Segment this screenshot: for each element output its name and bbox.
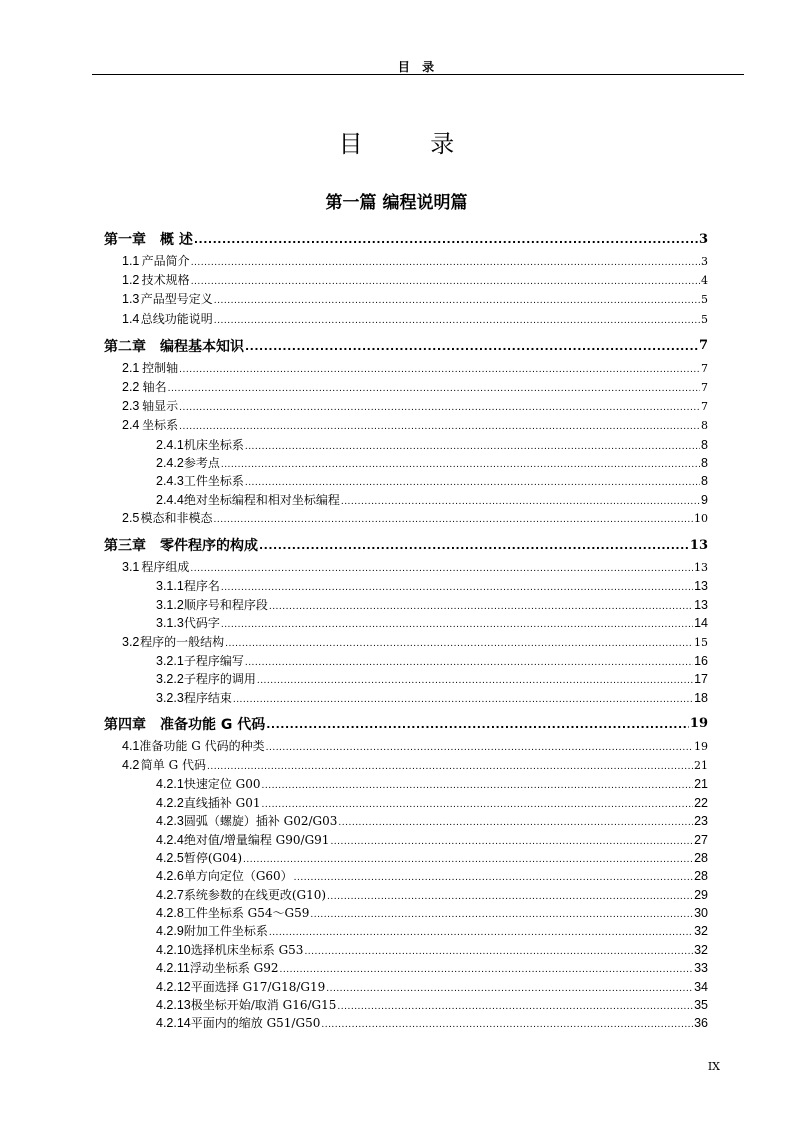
toc-entry-sub[interactable] (104, 614, 708, 632)
toc-entry-page: 4 (701, 274, 708, 288)
toc-entry-sub[interactable] (104, 491, 708, 509)
toc-entry-title: 参考点 (183, 455, 220, 470)
toc-entry-sub[interactable] (104, 886, 708, 904)
toc-entry-page: 19 (694, 739, 708, 753)
toc-entry-page: 29 (694, 887, 708, 902)
toc-entry-sub[interactable] (104, 596, 708, 614)
toc-entry-sub[interactable] (104, 978, 708, 996)
toc-entry-sub[interactable] (104, 831, 708, 849)
toc-entry-page: 13 (694, 597, 708, 612)
dot-leader (330, 833, 693, 847)
toc-entry-page: 3 (698, 231, 708, 247)
toc-entry-number: 4.2.14 (156, 1016, 191, 1031)
dot-leader (269, 598, 693, 612)
dot-leader (191, 273, 700, 287)
toc-entry-number: 2.4.3 (156, 474, 184, 489)
toc-entry-number: 4.2.7 (156, 887, 184, 902)
dot-leader (245, 438, 700, 452)
toc-entry-number: 4.2.4 (156, 832, 184, 847)
dot-leader (214, 292, 700, 306)
toc-entry-section[interactable] (104, 509, 708, 528)
toc-entry-number: 3.1.1 (156, 579, 184, 594)
toc-entry-title: 系统参数的在线更改(G10) (183, 887, 327, 902)
dot-leader (190, 560, 693, 574)
toc-entry-title: 总线功能说明 (140, 311, 213, 326)
toc-entry-title: 顺序号和程序段 (183, 597, 268, 612)
toc-entry-title: 子程序编写 (183, 653, 244, 668)
toc-entry-section[interactable] (104, 310, 708, 329)
toc-entry-title: 圆弧（螺旋）插补 G02/G03 (183, 814, 338, 829)
toc-entry-section[interactable] (104, 290, 708, 309)
toc-entry-page: 8 (701, 455, 708, 470)
dot-leader (257, 672, 693, 686)
dot-leader (261, 777, 693, 791)
toc-entry-section[interactable] (104, 558, 708, 577)
dot-leader (214, 511, 693, 525)
toc-entry-title: 极坐标开始/取消 G16/G15 (190, 998, 337, 1013)
toc-entry-page: 5 (701, 312, 708, 326)
toc-entry-title: 直线插补 G01 (183, 795, 261, 810)
dot-leader (245, 654, 693, 668)
toc-entry-title: 绝对坐标编程和相对坐标编程 (183, 492, 340, 507)
toc-entry-section[interactable] (104, 756, 708, 775)
toc-entry-page: 28 (694, 850, 708, 865)
toc-entry-page: 15 (694, 635, 708, 649)
toc-entry-number: 1.3 (122, 292, 140, 307)
toc-entry-number: 4.2.9 (156, 924, 184, 939)
toc-entry-title: 技术规格 (141, 273, 190, 288)
dot-leader (266, 739, 693, 753)
toc-entry-page: 32 (694, 942, 708, 957)
dot-leader (321, 1016, 693, 1030)
toc-entry-page: 19 (689, 716, 708, 732)
toc-entry-number: 3.2 (122, 634, 140, 649)
toc-entry-title: 机床坐标系 (183, 437, 244, 452)
dot-leader (266, 716, 689, 732)
toc-entry-title: 单方向定位（G60） (183, 869, 293, 884)
toc-entry-page: 18 (694, 690, 708, 705)
toc-entry-sub[interactable] (104, 812, 708, 830)
toc-entry-page: 8 (701, 437, 708, 452)
part-title: 第一篇 编程说明篇 (325, 193, 468, 213)
running-header: 目 录 (397, 60, 439, 74)
toc-entry-title: 工件坐标系 G54～G59 (183, 906, 310, 921)
toc-entry-title: 选择机床坐标系 G53 (190, 942, 304, 957)
dot-leader (225, 635, 693, 649)
toc-entry-title: 代码字 (183, 616, 220, 631)
toc-entry-number: 3.2.2 (156, 672, 184, 687)
dot-leader (259, 537, 689, 553)
dot-leader (338, 814, 693, 828)
toc-entry-sub[interactable] (104, 577, 708, 595)
toc-entry-page: 22 (694, 795, 708, 810)
dot-leader (194, 231, 698, 247)
dot-leader (243, 851, 693, 865)
toc-entry-title: 准备功能 G 代码的种类 (139, 738, 265, 753)
toc-entry-chapter[interactable] (104, 711, 708, 737)
toc-entry-section[interactable] (104, 359, 708, 378)
toc-entry-number: 3.1 (122, 560, 140, 575)
dot-leader (191, 254, 700, 268)
dot-leader (179, 418, 700, 432)
table-of-contents (104, 222, 708, 1033)
toc-entry-page: 33 (694, 961, 708, 976)
toc-entry-number: 第一章 (104, 232, 146, 248)
toc-entry-page: 28 (694, 869, 708, 884)
toc-entry-sub[interactable] (104, 454, 708, 472)
toc-entry-number: 4.2.11 (156, 961, 190, 976)
toc-entry-page: 27 (694, 832, 708, 847)
toc-entry-page: 32 (694, 924, 708, 939)
dot-leader (280, 961, 694, 975)
toc-entry-page: 21 (694, 759, 708, 773)
dot-leader (214, 312, 700, 326)
dot-leader (221, 579, 693, 593)
toc-entry-sub[interactable] (104, 689, 708, 707)
toc-entry-title: 平面内的缩放 G51/G50 (190, 1016, 321, 1031)
toc-entry-number: 2.4.2 (156, 455, 184, 470)
toc-entry-number: 4.2 (122, 758, 140, 773)
toc-entry-sub[interactable] (104, 794, 708, 812)
toc-entry-number: 第三章 (104, 538, 146, 555)
toc-entry-sub[interactable] (104, 652, 708, 670)
toc-entry-sub[interactable] (104, 996, 708, 1014)
dot-leader (179, 399, 700, 413)
toc-entry-page: 8 (701, 419, 708, 433)
toc-entry-section[interactable] (104, 633, 708, 652)
dot-leader (310, 906, 693, 920)
toc-entry-number: 3.2.3 (156, 690, 184, 705)
dot-leader (179, 361, 700, 375)
header-rule (92, 74, 744, 75)
dot-leader (221, 456, 700, 470)
toc-entry-number: 2.4 (122, 418, 140, 433)
toc-entry-title: 零件程序的构成 (160, 538, 258, 555)
toc-entry-number: 4.2.12 (156, 979, 191, 994)
toc-entry-title: 轴名 (142, 379, 167, 394)
dot-leader (233, 691, 693, 705)
toc-entry-number: 2.2 (122, 379, 140, 394)
toc-entry-title: 准备功能 G 代码 (160, 716, 266, 733)
toc-entry-sub[interactable] (104, 867, 708, 885)
toc-entry-title: 轴显示 (142, 399, 179, 414)
toc-entry-title: 模态和非模态 (140, 511, 213, 526)
toc-entry-number: 2.4.4 (156, 492, 184, 507)
toc-entry-title: 附加工件坐标系 (183, 924, 268, 939)
toc-entry-chapter[interactable] (104, 226, 708, 252)
toc-entry-page: 7 (701, 400, 708, 414)
toc-entry-title: 概 述 (160, 232, 193, 248)
toc-entry-page: 13 (689, 537, 708, 553)
toc-entry-sub[interactable] (104, 472, 708, 490)
toc-entry-page: 21 (694, 777, 708, 792)
toc-entry-number: 3.1.3 (156, 616, 184, 631)
toc-entry-number: 4.2.3 (156, 814, 184, 829)
toc-entry-sub[interactable] (104, 670, 708, 688)
toc-entry-page: 8 (701, 474, 708, 489)
toc-entry-section[interactable] (104, 271, 708, 290)
toc-entry-title: 快速定位 G00 (183, 777, 261, 792)
toc-entry-title: 程序名 (183, 579, 220, 594)
dot-leader (168, 380, 700, 394)
toc-entry-sub[interactable] (104, 941, 708, 959)
toc-entry-number: 4.1 (122, 738, 140, 753)
dot-leader (245, 338, 698, 354)
toc-entry-page: 23 (694, 814, 708, 829)
toc-entry-title: 程序结束 (183, 690, 232, 705)
toc-entry-page: 7 (701, 380, 708, 394)
toc-entry-title: 程序组成 (141, 560, 190, 575)
toc-entry-number: 1.1 (122, 254, 140, 268)
toc-entry-title: 程序的一般结构 (140, 634, 225, 649)
toc-entry-title: 产品型号定义 (140, 292, 213, 307)
toc-entry-page: 16 (694, 653, 708, 668)
toc-entry-number: 第四章 (104, 716, 146, 733)
toc-entry-number: 2.5 (122, 511, 140, 526)
toc-entry-number: 2.3 (122, 399, 140, 414)
toc-entry-number: 1.4 (122, 311, 140, 326)
toc-entry-page: 7 (701, 361, 708, 375)
dot-leader (261, 796, 693, 810)
toc-entry-section[interactable] (104, 378, 708, 397)
toc-entry-number: 1.2 (122, 273, 140, 288)
toc-entry-page: 10 (694, 512, 708, 526)
toc-entry-number: 4.2.13 (156, 998, 191, 1013)
toc-entry-sub[interactable] (104, 775, 708, 793)
dot-leader (341, 493, 700, 507)
dot-leader (294, 869, 693, 883)
toc-entry-page: 14 (694, 616, 708, 631)
toc-entry-section[interactable] (104, 416, 708, 435)
toc-entry-title: 工件坐标系 (183, 474, 244, 489)
toc-entry-title: 编程基本知识 (160, 338, 244, 355)
toc-entry-number: 3.2.1 (156, 653, 184, 668)
toc-entry-title: 平面选择 G17/G18/G19 (190, 979, 326, 994)
toc-entry-chapter[interactable] (104, 532, 708, 558)
toc-entry-sub[interactable] (104, 436, 708, 454)
toc-entry-page: 34 (694, 979, 708, 994)
toc-entry-number: 第二章 (104, 338, 146, 355)
toc-entry-title: 简单 G 代码 (140, 758, 206, 773)
toc-entry-sub[interactable] (104, 922, 708, 940)
toc-entry-title: 子程序的调用 (183, 672, 256, 687)
toc-entry-number: 4.2.2 (156, 795, 184, 810)
toc-entry-section[interactable] (104, 737, 708, 756)
dot-leader (269, 924, 693, 938)
toc-entry-page: 36 (694, 1016, 708, 1031)
toc-entry-number: 3.1.2 (156, 597, 184, 612)
toc-entry-number: 2.1 (122, 360, 140, 375)
toc-entry-number: 2.4.1 (156, 437, 184, 452)
toc-entry-number: 4.2.6 (156, 869, 184, 884)
toc-entry-number: 4.2.5 (156, 850, 184, 865)
toc-entry-page: 13 (694, 561, 708, 575)
toc-entry-sub[interactable] (104, 904, 708, 922)
page-title: 目 录 (338, 130, 485, 158)
toc-entry-page: 35 (694, 998, 708, 1013)
toc-entry-title: 绝对值/增量编程 G90/G91 (183, 832, 330, 847)
dot-leader (221, 616, 693, 630)
toc-entry-chapter[interactable] (104, 333, 708, 359)
toc-entry-number: 4.2.10 (156, 942, 191, 957)
toc-entry-page: 7 (698, 338, 708, 354)
toc-entry-section[interactable] (104, 252, 708, 271)
toc-entry-page: 30 (694, 906, 708, 921)
toc-entry-page: 9 (701, 492, 708, 507)
dot-leader (245, 474, 700, 488)
toc-entry-number: 4.2.1 (156, 777, 184, 792)
toc-entry-page: 13 (694, 579, 708, 594)
toc-entry-title: 产品简介 (141, 254, 190, 268)
dot-leader (337, 998, 693, 1012)
dot-leader (207, 758, 693, 772)
toc-entry-page: 17 (694, 672, 708, 687)
toc-entry-title: 浮动坐标系 G92 (189, 961, 279, 976)
toc-entry-section[interactable] (104, 397, 708, 416)
dot-leader (304, 943, 693, 957)
toc-entry-title: 坐标系 (142, 418, 179, 433)
toc-entry-sub[interactable] (104, 1014, 708, 1032)
dot-leader (327, 888, 693, 902)
page-number: IX (707, 1060, 720, 1073)
dot-leader (326, 980, 693, 994)
toc-entry-title: 暂停(G04) (183, 850, 243, 865)
toc-entry-sub[interactable] (104, 959, 708, 977)
toc-entry-sub[interactable] (104, 849, 708, 867)
toc-entry-number: 4.2.8 (156, 906, 184, 921)
toc-entry-title: 控制轴 (142, 360, 179, 375)
toc-entry-page: 5 (701, 293, 708, 307)
toc-entry-page: 3 (701, 255, 708, 268)
